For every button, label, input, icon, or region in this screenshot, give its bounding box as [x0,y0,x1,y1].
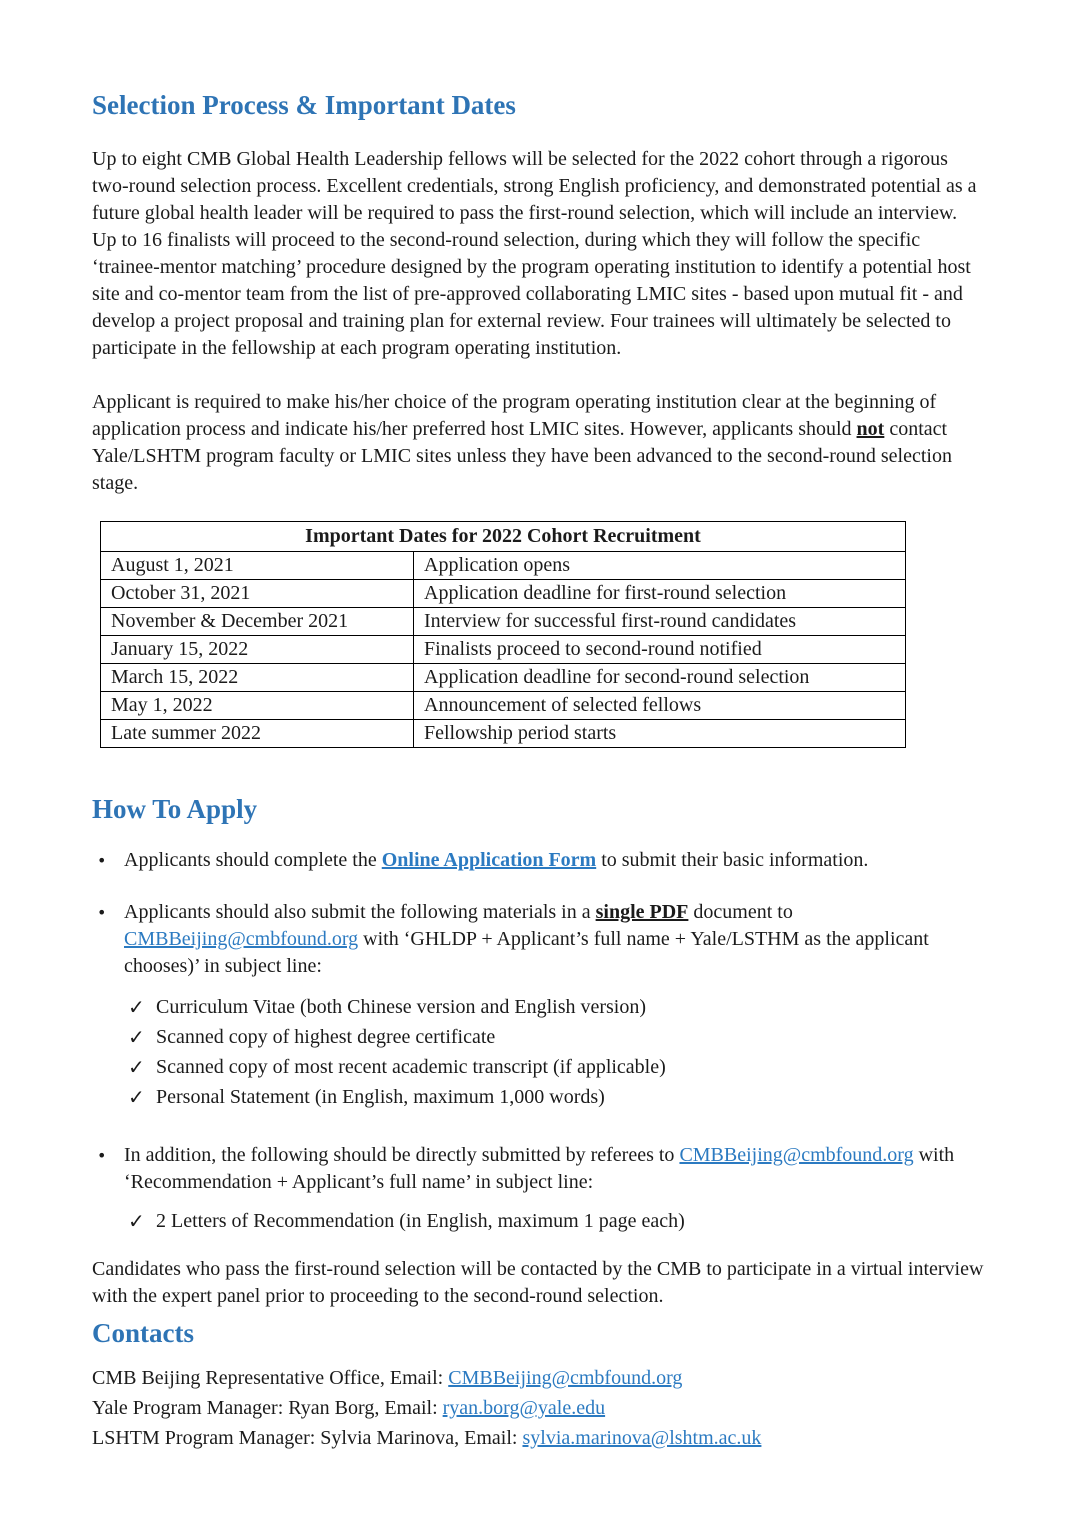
bullet-referees-text [124,1142,985,1196]
check-item-text: Curriculum Vitae (both Chinese version and English version) [156,996,647,1018]
checkmark-icon: ✓ [128,1025,145,1049]
table-row [101,552,906,580]
check-item-text: Scanned copy of highest degree certificate [156,1026,496,1048]
bullet-submit-materials-text [124,899,985,980]
event-cell: Application opens [414,552,906,580]
cmb-email-link[interactable]: CMBBeijing@cmbfound.org [679,1144,914,1166]
list-item-recommendation-letters [128,1206,985,1236]
date-cell: March 15, 2022 [101,664,414,692]
cmb-email-link[interactable]: CMBBeijing@cmbfound.org [448,1367,683,1389]
lshtm-email-link[interactable]: sylvia.marinova@lshtm.ac.uk [522,1427,762,1449]
table-header-row [101,522,906,552]
selection-paragraph-2-after: contact Yale/LSHTM program faculty or LMIC sites unless they have been advanced to the second-round selection stage. [92,418,952,494]
bullet-materials-before: Applicants should also submit the following materials in a [124,901,596,923]
contact-line-lshtm [92,1423,985,1453]
bullet-referees-after: with ‘Recommendation + Applicant’s full name’ in subject line: [124,1144,955,1193]
checkmark-icon: ✓ [128,1209,145,1233]
bullet-materials-after: with ‘GHLDP + Applicant’s full name + Yale/LSTHM as the applicant chooses)’ in subject line: [124,928,929,977]
event-cell: Application deadline for second-round selection [414,664,906,692]
bullet-materials-middle: document to [688,901,793,923]
table-row [101,636,906,664]
bullet-online-after: to submit their basic information. [596,849,869,871]
cmb-email-link[interactable]: CMBBeijing@cmbfound.org [124,928,359,950]
contact-line-cmb [92,1363,985,1393]
date-cell: January 15, 2022 [101,636,414,664]
bullet-referees-before: In addition, the following should be directly submitted by referees to [124,1144,680,1166]
referee-checklist [92,1206,985,1236]
check-item-text: Personal Statement (in English, maximum 1,000 words) [156,1086,605,1108]
list-item-cv [128,992,985,1022]
event-cell: Interview for successful first-round candidates [414,608,906,636]
section-heading-contacts: Contacts [92,1318,194,1348]
section-heading-selection-process: Selection Process & Important Dates [92,90,516,120]
table-title: Important Dates for 2022 Cohort Recruitment [101,522,906,552]
bullet-online-application-text [124,847,985,874]
date-cell: November & December 2021 [101,608,414,636]
table-row [101,580,906,608]
bullet-online-before: Applicants should complete the [124,849,382,871]
date-cell: August 1, 2021 [101,552,414,580]
event-cell: Fellowship period starts [414,720,906,748]
contact-label: Yale Program Manager: Ryan Borg, Email: [92,1397,443,1419]
selection-paragraph-2 [92,389,985,497]
closing-paragraph [92,1256,985,1310]
section-heading-how-to-apply: How To Apply [92,794,258,824]
table-row [101,692,906,720]
table-row [101,664,906,692]
check-item-text: Scanned copy of most recent academic transcript (if applicable) [156,1056,666,1078]
date-cell: October 31, 2021 [101,580,414,608]
event-cell: Finalists proceed to second-round notified [414,636,906,664]
how-to-apply-bullet-list [92,847,985,980]
table-row [101,608,906,636]
date-cell: May 1, 2022 [101,692,414,720]
important-dates-table [100,521,906,748]
bullet-icon: • [97,851,107,870]
list-item-transcript [128,1052,985,1082]
closing-paragraph-text: Candidates who pass the first-round selection will be contacted by the CMB to participate in a virtual interview with the expert panel prior to proceeding to the second-round selection. [92,1258,984,1307]
contact-line-yale [92,1393,985,1423]
checkmark-icon: ✓ [128,1085,145,1109]
bullet-icon: • [97,903,107,922]
bullet-referees [92,1142,985,1196]
contact-lines [92,1363,985,1453]
selection-paragraph-2-before: Applicant is required to make his/her choice of the program operating institution clear at the beginning of application process and indicate his/her preferred host LMIC sites. However, applicants should [92,391,937,440]
contact-label: CMB Beijing Representative Office, Email: [92,1367,449,1389]
referees-bullet-list [92,1142,985,1196]
checkmark-icon: ✓ [128,995,145,1019]
date-cell: Late summer 2022 [101,720,414,748]
bullet-online-application [92,847,985,874]
online-application-form-link[interactable]: Online Application Form [381,849,597,871]
not-emphasis: not [856,418,885,440]
event-cell: Application deadline for first-round selection [414,580,906,608]
bullet-icon: • [97,1146,107,1165]
selection-paragraph-1-text: Up to eight CMB Global Health Leadership fellows will be selected for the 2022 cohort through a rigorous two-round selection process. Excellent credentials, strong English proficiency, and demonstrated potential as a future global health leader will be required to pass the first-round selection, which will include an interview. Up to 16 finalists will proceed to the second-round selection, during which they will follow the specific ‘trainee-mentor matching’ procedure designed by the program operating institution to identify a potential host site and co-mentor team from the list of pre-approved collaborating LMIC sites - based upon mutual fit - and develop a project proposal and training plan for external review. Four trainees will ultimately be selected to participate in the fellowship at each program operating institution. [92,148,977,359]
event-cell: Announcement of selected fellows [414,692,906,720]
list-item-degree-certificate [128,1022,985,1052]
single-pdf-emphasis: single PDF [595,901,689,923]
contact-label: LSHTM Program Manager: Sylvia Marinova, Email: [92,1427,523,1449]
checkmark-icon: ✓ [128,1055,145,1079]
check-item-text: 2 Letters of Recommendation (in English, maximum 1 page each) [156,1210,685,1232]
bullet-submit-materials [92,899,985,980]
materials-checklist [92,992,985,1112]
table-row [101,720,906,748]
yale-email-link[interactable]: ryan.borg@yale.edu [442,1397,606,1419]
list-item-personal-statement [128,1082,985,1112]
selection-paragraph-1 [92,146,985,362]
